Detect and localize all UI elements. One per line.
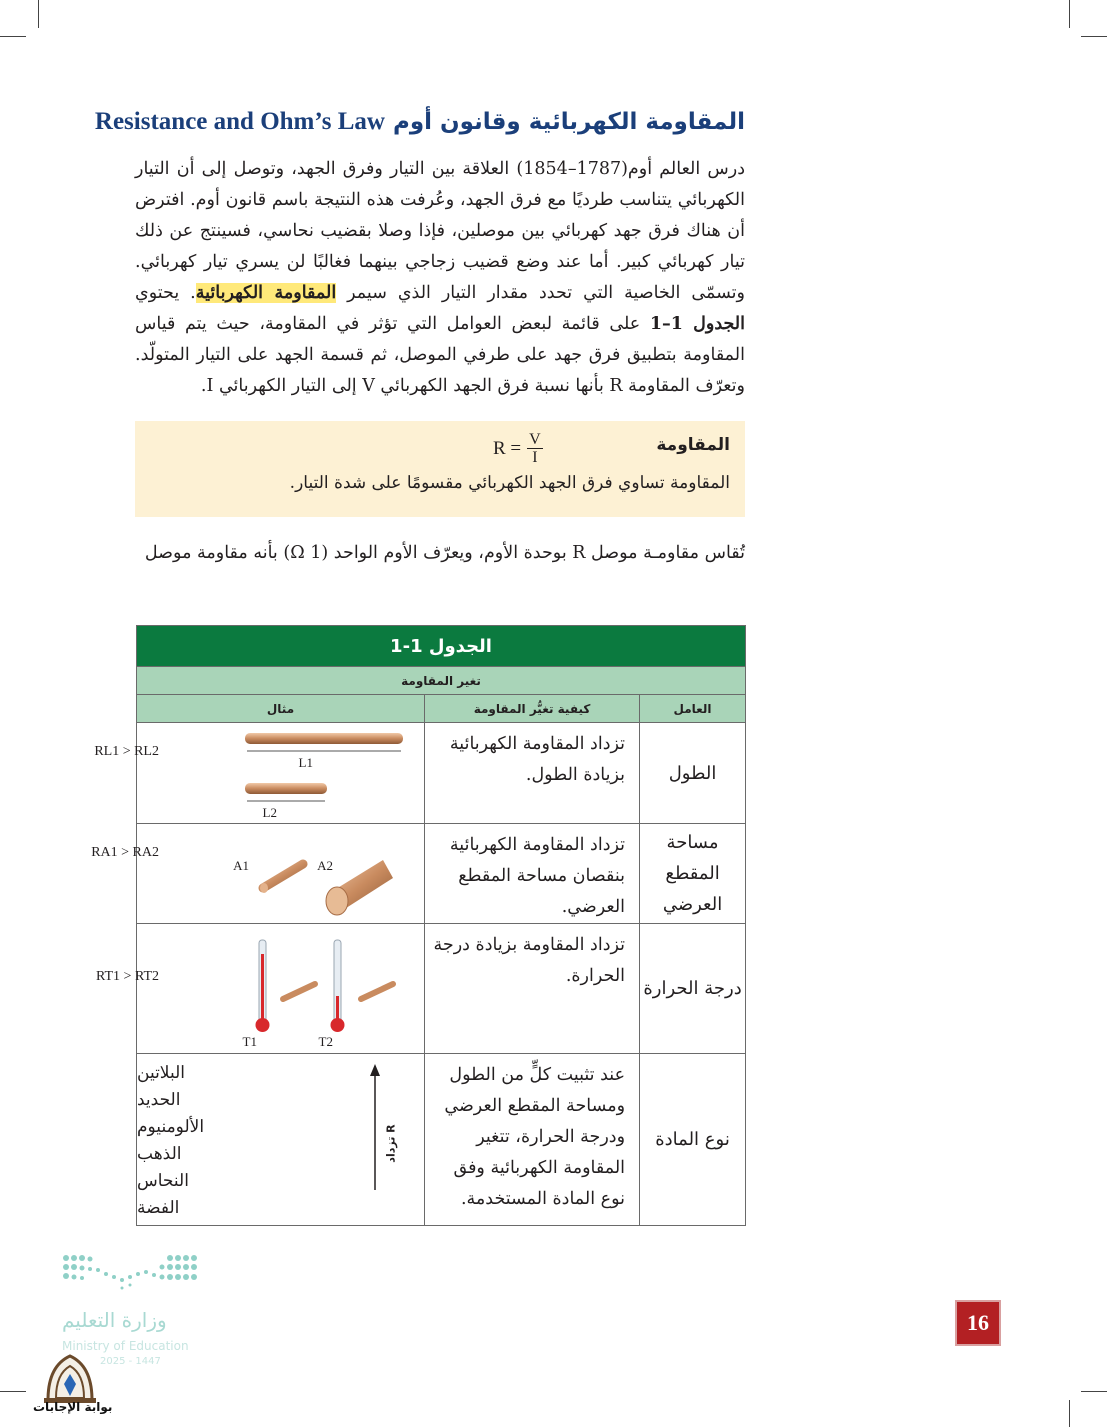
factor-temperature: درجة الحرارة <box>640 924 746 1054</box>
area-illustration <box>91 824 423 920</box>
label-l2: L2 <box>262 805 277 820</box>
header-example: مثال <box>137 695 425 723</box>
short-rod <box>245 783 327 794</box>
example-length <box>94 723 425 824</box>
para-text: درس العالم أوم(1787–1854) العلاقة بين التيار وفرق الجهد، وتوصل إلى أن التيار الكهربائي يتناسب طرديًا مع فرق الجهد، وعُرفت هذه النتيجة باسم قانون أوم. افترض أن هناك فرق جهد كهربائي بين موصلين، فإذا وصلا بقضيب نحاسي، فسينتج عن ذلك تيار كهربائي كبير. أما عند وضع قضيب زجاجي بينهما فغالبًا لن يسري تيار كهربائي. وتسمّى الخاصية التي تحدد مقدار التيار الذي سيمر <box>135 159 746 303</box>
arrow-head <box>370 1064 380 1076</box>
label-t2: T2 <box>318 1034 333 1049</box>
material-platinum: البلاتين <box>137 1063 185 1083</box>
thin-wire <box>263 864 303 888</box>
label-t1: T1 <box>242 1034 257 1049</box>
page-number: 16 <box>955 1300 1001 1346</box>
relation-text: RL1 > RL2 <box>94 744 159 759</box>
heading-arabic: المقاومة الكهربائية وقانون أوم <box>393 109 745 135</box>
crop-mark <box>1069 0 1070 28</box>
table-row <box>137 1054 746 1226</box>
factor-area: مساحة المقطع العرضي <box>640 824 746 924</box>
intro-paragraph <box>135 154 745 402</box>
formula-title: المقاومة <box>656 435 730 455</box>
formula-denominator: I <box>532 449 538 466</box>
formula-fraction <box>527 431 543 466</box>
factor-material: نوع المادة <box>640 1054 746 1226</box>
arrow-label: R تزداد <box>384 1124 398 1163</box>
table-title: الجدول 1-1 <box>137 626 746 667</box>
formula-numerator: V <box>529 431 541 448</box>
ministry-name-english: Ministry of Education <box>62 1339 189 1353</box>
how-material: عند تثبيت كلٍّ من الطول ومساحة المقطع العرضي ودرجة الحرارة، تتغير المقاومة الكهربائية وفق نوع المادة المستخدمة. <box>425 1054 640 1226</box>
how-area: تزداد المقاومة الكهربائية بنقصان مساحة المقطع العرضي. <box>425 824 640 924</box>
label-a1: A1 <box>233 858 249 873</box>
ministry-year: 2025 - 1447 <box>100 1356 161 1367</box>
formula-box <box>135 421 745 517</box>
material-iron: الحديد <box>137 1090 181 1110</box>
arrow-label-wrap <box>381 1112 401 1182</box>
material-silver: الفضة <box>137 1198 180 1218</box>
factor-length: الطول <box>640 723 746 824</box>
material-copper: النحاس <box>137 1171 189 1191</box>
label-a2: A2 <box>317 858 333 873</box>
table-row <box>137 824 746 924</box>
crop-mark <box>1081 1391 1107 1392</box>
relation-text: RA1 > RA2 <box>91 845 159 860</box>
material-gold: الذهب <box>137 1144 182 1164</box>
temperature-illustration <box>96 924 423 1052</box>
how-length: تزداد المقاومة الكهربائية بزيادة الطول. <box>425 723 640 824</box>
crop-mark <box>1069 1400 1070 1427</box>
resistance-table <box>91 625 746 1226</box>
table-reference[interactable]: الجدول 1–1 <box>649 314 745 334</box>
material-aluminum: الألومنيوم <box>137 1117 205 1137</box>
watermark-text: بوابة الإجابات <box>33 1400 113 1414</box>
thermometer-mercury <box>261 954 264 1024</box>
relation-text: RT1 > RT2 <box>96 969 159 984</box>
thermometer-bulb <box>256 1018 270 1032</box>
example-area <box>91 824 425 924</box>
crop-mark <box>0 1391 26 1392</box>
wire-icon <box>283 984 315 999</box>
example-material <box>137 1054 425 1226</box>
heading-english: Resistance and Ohm’s Law <box>94 108 385 135</box>
section-heading <box>94 108 745 144</box>
example-temperature <box>96 924 425 1054</box>
header-factor: العامل <box>640 695 746 723</box>
thermometer-bulb <box>331 1018 345 1032</box>
length-illustration <box>94 723 423 822</box>
table-subtitle: تغير المقاومة <box>137 667 746 695</box>
header-how: كيفية تغيُّر المقاومة <box>425 695 640 723</box>
wire-icon <box>361 984 393 999</box>
table-row <box>137 723 746 824</box>
crop-mark <box>38 0 39 28</box>
table-row <box>137 924 746 1054</box>
thick-wire-end <box>326 887 348 915</box>
para-text: . يحتوي <box>135 283 196 303</box>
formula-description: المقاومة تساوي فرق الجهد الكهربائي مقسومًا على شدة التيار. <box>289 473 730 493</box>
thin-wire-end <box>260 883 268 893</box>
highlighted-term: المقاومة الكهربائية <box>195 283 337 303</box>
ohm-definition-paragraph: تُقاس مقاومـة موصل R بوحدة الأوم، ويعرّف الأوم الواحد (1 Ω) بأنه مقاومة موصل <box>144 543 745 563</box>
label-l1: L1 <box>298 755 313 770</box>
crop-mark <box>1081 36 1107 37</box>
formula-lhs: R = <box>493 437 522 459</box>
materials-list <box>137 1060 337 1222</box>
ministry-name-arabic: وزارة التعليم <box>62 1308 167 1332</box>
long-rod <box>245 733 403 744</box>
how-temperature: تزداد المقاومة بزيادة درجة الحرارة. <box>425 924 640 1054</box>
ohm-formula <box>493 431 543 466</box>
crop-mark <box>0 36 26 37</box>
para-text: على قائمة لبعض العوامل التي تؤثر في المقاومة، حيث يتم قياس المقاومة بتطبيق فرق جهد على طرفي الموصل، ثم قسمة الجهد على التيار المتولّد. وتعرّف المقاومة R بأنها نسبة فرق الجهد الكهربائي V إلى التيار الكهربائي I. <box>135 314 745 396</box>
